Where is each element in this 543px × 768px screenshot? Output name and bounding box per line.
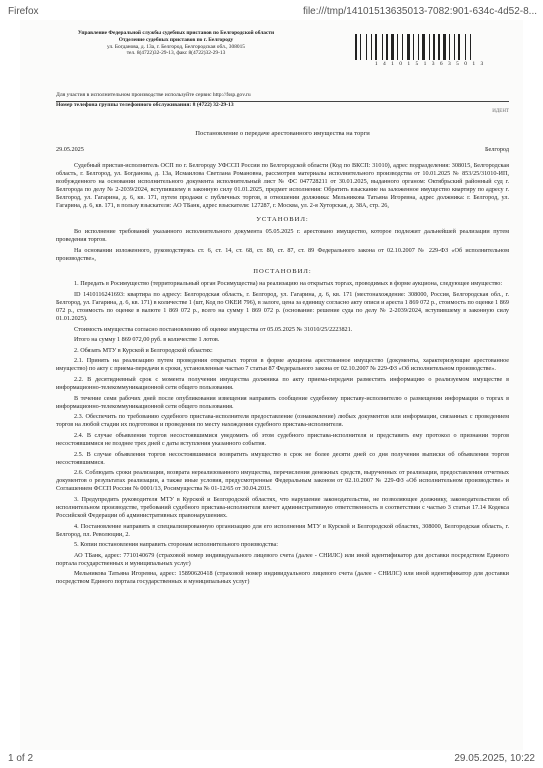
- barcode-stripe: [386, 34, 388, 60]
- barcode-stripe: [465, 34, 466, 60]
- barcode-stripe: [389, 34, 390, 60]
- issuer-address: ул. Богданова, д. 13а, г. Белгород, Белгородская обл., 308015: [107, 43, 245, 50]
- resolved-heading: ПОСТАНОВИЛ:: [253, 267, 312, 275]
- barcode-stripe: [413, 34, 414, 60]
- barcode-stripe: [451, 34, 453, 60]
- item-1-detail: ID 1410116241693: квартира по адресу: Белгородская область, г. Белгород, ул. Гагарина, д. 6, кв. 171 (местонахождение: 308000, Россия, Белгородская обл., г. Белгород, ул. Гагарина, д. 6, кв. 171) в количестве 1 (шт, Код по ОКЕИ 796), в залоге, цена за единицу согласно акту описи и ареста 1 869 072 р., стоимость по оценке 1 869 072 р., стоимость по оценке в валюте 1 869 072 р., всего на сумму 1 869 072 р. (основание: решение суда по делу № 2-2039/2024, вступившему в законную силу 01.01.2025).: [56, 290, 509, 323]
- item-1-total: Итого на сумму 1 869 072,00 руб. в количестве 1 лотов.: [74, 336, 220, 344]
- barcode-stripe: [404, 34, 406, 60]
- item-2-1: 2.1. Принять на реализацию путем проведения открытых торгов в форме аукциона арестованное имущество (документы, характеризующие арестованное имущество) по акту с приема-передачи в сроки, установленные частью 7 статьи 87 Федерального закона от 02.10.2007 № 229-ФЗ «Об исполнительном производстве».: [56, 357, 509, 373]
- barcode-stripe: [436, 34, 437, 60]
- browser-name: Firefox: [8, 6, 39, 17]
- barcode-stripe: [358, 34, 359, 60]
- barcode-number: 1 4 1 0 1 5 1 3 6 3 5 0 1 3: [374, 61, 486, 67]
- barcode-stripe: [443, 34, 446, 60]
- item-3: 3. Предупредить руководителя МТУ в Курской и Белгородской областях, что нарушение законодательства, не позволяющее должнику, законодательством об исполнительном производстве, требований судебного пристава-исполнителя влечет административную ответственность в соответствии с частью 3 статьи 17.14 Кодекса Российской Федерации об административных правонарушениях.: [56, 495, 509, 519]
- print-footer: [0, 750, 543, 768]
- barcode-stripe: [373, 34, 374, 60]
- intro-paragraph: Судебный пристав-исполнитель ОСП по г. Белгороду УФССП России по Белгородской области (Код по ВКСП: 31010), адрес подразделения: 308015, Белгородская область, г. Белгород, ул. Богданова, д. 13а, Исмаилова Светлана Романовна, рассмотрев материалы исполнительного производства от 10.01.2025 № 853/25/31010-ИП, возбужденного на основании исполнительного документа исполнительный лист № ФС 047728211 от 30.01.2025, выданного органом: Октябрьский районный суд г. Белгорода по делу № 2-2039/2024, вступившему в законную силу 01.01.2025, предмет исполнения: Обратить взыскание на заложенное имущество квартиру по адресу г. Белгород, ул. Гагарина, д. 6, кв. 171, путем продажи с публичных торгов, в отношении должника: Мельникова Татьяна Игоревна, адрес должника: г. Белгород, ул. Гагарина, д. 6, кв. 171, в пользу взыскателя: АО ТБанк, адрес взыскателя: 127287, г. Москва, ул. 2-я Хуторская, д. 38А, стр. 26,: [56, 162, 509, 210]
- barcode-stripe: [418, 34, 419, 60]
- id-tag: ИДЕНТ: [492, 109, 509, 115]
- item-1-cost: Стоимость имущества согласно постановлению об оценке имущества от 05.05.2025 № 31010/25/2223821.: [74, 325, 353, 333]
- established-paragraph: Во исполнение требований указанного исполнительного документа 05.05.2025 г. арестовано имущество, которое подлежит дальнейшей реализации путем проведения торгов.: [56, 228, 509, 244]
- issuer-phone: тел. 8(4722)32-29-13, факс 8(4722)32-29-13: [126, 50, 226, 57]
- barcode-stripe: [375, 34, 377, 60]
- barcode-stripe: [441, 34, 442, 60]
- barcode-stripe: [433, 34, 435, 60]
- document-date: 29.05.2025: [56, 146, 84, 154]
- barcode-stripe: [420, 34, 421, 60]
- barcode-stripe: [467, 34, 469, 60]
- item-2-3: 2.3. Обеспечить по требованию судебного пристава-исполнителя предоставление (ознакомление) любых документов или информации, связанных с проведением торгов на любой стадии их подготовки и проведения по месту нахождения судебного пристава-исполнителя.: [56, 413, 509, 429]
- barcode-stripe: [407, 34, 410, 60]
- item-5: 5. Копии постановления направить сторонам исполнительного производства:: [74, 541, 278, 549]
- barcode-stripe: [399, 34, 401, 60]
- item-2-5: 2.5. В случае объявления торгов несостоявшимися возвратить имущество в срок не более десяти дней со дня получения выписки об объявлении торгов несостоявшимися.: [56, 450, 509, 466]
- barcode-stripe: [415, 34, 417, 60]
- barcode: [355, 34, 505, 60]
- barcode-stripe: [402, 34, 403, 60]
- barcode-stripe: [461, 34, 464, 60]
- barcode-stripe: [426, 34, 428, 60]
- issuer-block: [56, 30, 296, 57]
- item-2-2b: В течение семи рабочих дней после опубликования извещения направить сообщение судебному приставу-исполнителю о размещении информации о торгах в информационно-телекоммуникационной сети общего пользования.: [56, 394, 509, 410]
- document-url: file:///tmp/14101513635013-7082:901-634c-4d52-8...: [302, 6, 537, 17]
- scanned-document-page: [20, 20, 523, 750]
- item-5-2: Мельникова Татьяна Игоревна, адрес: 15890620418 (страховой номер индивидуального лицевого счета (далее - СНИЛС) или иной идентификатор для доставки посредством Единого портала государственных и муниципальных услуг): [56, 570, 509, 586]
- print-timestamp: 29.05.2025, 10:22: [454, 753, 535, 764]
- barcode-stripe: [378, 34, 381, 60]
- service-notice: Для участия в исполнительном производстве используйте сервис http://fssp.gov.ru: [56, 92, 509, 102]
- barcode-stripe: [470, 34, 471, 60]
- item-1: 1. Передать в Росимущество (территориальный орган Росимущества) на реализацию на открытых торгах, проводимых в форме аукциона, следующее имущество:: [74, 280, 503, 288]
- barcode-stripe: [454, 34, 455, 60]
- barcode-stripe: [438, 34, 440, 60]
- issuer-department: Отделение судебных приставов по г. Белгороду: [118, 36, 234, 43]
- barcode-stripe: [395, 34, 396, 60]
- item-2-6: 2.6. Соблюдать сроки реализации, возврата нереализованного имущества, перечисления денежных средств, вырученных от реализации, предоставления отчетных документов о результатах реализации, а также иные условия, предусмотренные Федеральным законом от 02.10.2007 № 229-ФЗ «Об исполнительном производстве» и Соглашением ФССП России № 0001/13, Росимущества № 01-12/65 от 30.04.2015.: [56, 469, 509, 493]
- barcode-stripe: [447, 34, 448, 60]
- print-header: [0, 0, 543, 20]
- date-place-line: [56, 146, 509, 156]
- item-2-2: 2.2. В десятидневный срок с момента получения имущества должника по акту приема-передачи разместить информацию о реализуемом имуществе в информационно-телекоммуникационной сети общего пользования.: [56, 376, 509, 392]
- document-title: Постановление о передаче арестованного имущества на торги: [195, 129, 370, 137]
- page-indicator: 1 of 2: [8, 753, 34, 764]
- barcode-stripe: [449, 34, 450, 60]
- barcode-stripe: [456, 34, 457, 60]
- item-4: 4. Постановление направить в специализированную организацию для его исполнения МТУ в Курской и Белгородской областях, 308000, Белгородская область, г. Белгород, пл. Революции, 2.: [56, 522, 509, 538]
- item-5-1: АО ТБанк, адрес: 7710140679 (страховой номер индивидуального лицевого счета (далее - СНИЛС) или иной идентификатор для доставки посредством Единого портала государственных и муниципальных услуг): [56, 551, 509, 567]
- barcode-stripe: [411, 34, 412, 60]
- barcode-stripe: [422, 34, 425, 60]
- phone-notice: Номер телефона группы телефонного обслуживания: 8 (4722) 32-29-13: [56, 101, 234, 108]
- barcode-stripe: [431, 34, 432, 60]
- barcode-stripe: [371, 34, 372, 60]
- barcode-stripe: [397, 34, 398, 60]
- barcode-stripe: [362, 34, 365, 60]
- issuer-name: Управление Федеральной службы судебных приставов по Белгородской области: [77, 30, 275, 36]
- barcode-stripe: [366, 34, 367, 60]
- item-2-4: 2.4. В случае объявления торгов несостоявшимися уведомить об этом судебного пристава-исполнителя и представить ему протокол о признании торгов несостоявшимися не позднее трех дней с даты вступления указанного события.: [56, 431, 509, 447]
- basis-paragraph: На основании изложенного, руководствуясь ст. 6, ст. 14, ст. 68, ст. 80, ст. 87, ст. 89 Федерального закона от 02.10.2007 № 229-ФЗ «Об исполнительном производстве»,: [56, 246, 509, 262]
- document-place: Белгород: [484, 146, 509, 154]
- barcode-stripe: [355, 34, 357, 60]
- barcode-stripe: [429, 34, 430, 60]
- barcode-stripe: [391, 34, 394, 60]
- established-heading: УСТАНОВИЛ:: [256, 215, 309, 223]
- barcode-stripe: [458, 34, 460, 60]
- document-header: [56, 30, 509, 90]
- barcode-stripe: [472, 34, 473, 60]
- barcode-stripe: [384, 34, 385, 60]
- barcode-stripe: [360, 34, 361, 60]
- document-body: [56, 30, 509, 589]
- barcode-block: [355, 34, 505, 68]
- barcode-stripe: [368, 34, 370, 60]
- item-2: 2. Обязать МТУ в Курской и Белгородской областях:: [74, 346, 213, 354]
- barcode-stripe: [382, 34, 383, 60]
